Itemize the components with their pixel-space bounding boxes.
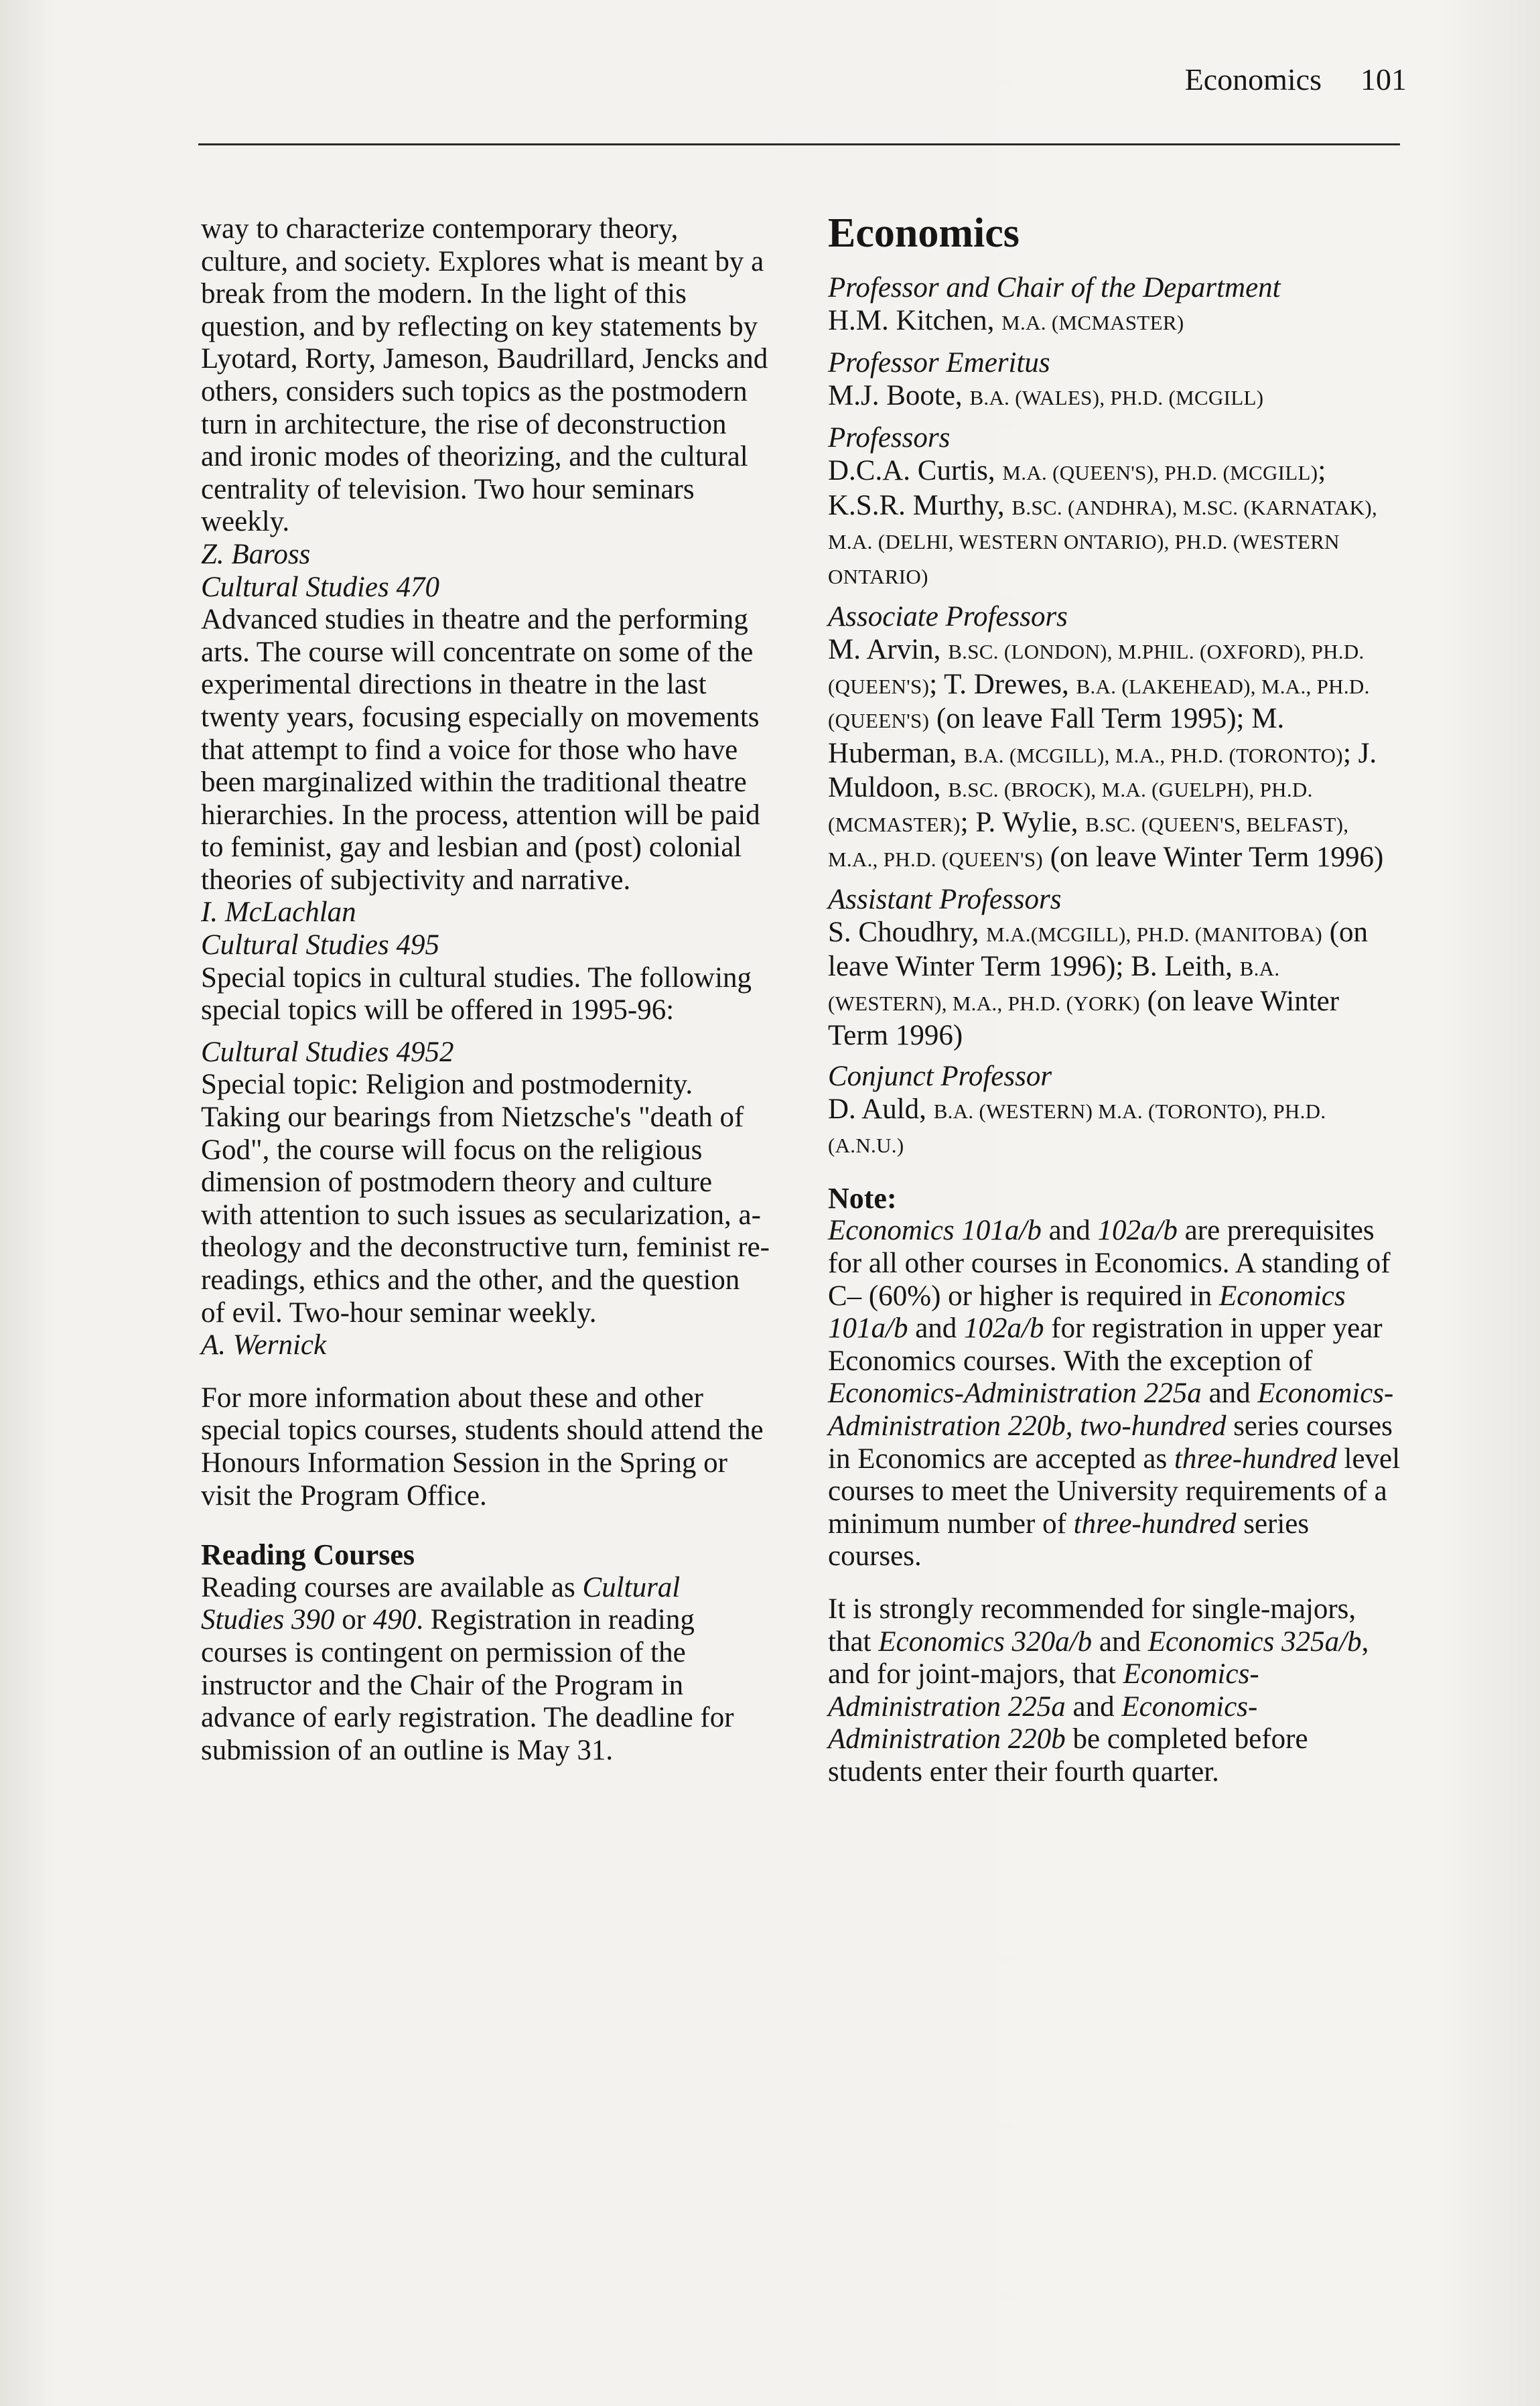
reading-courses-heading: Reading Courses	[201, 1538, 415, 1572]
left-column	[201, 213, 770, 1767]
conjunct-professor-entry: D. Auld, B.A. (WESTERN) M.A. (TORONTO), PH.D. (A.N.U.)	[828, 1093, 1326, 1158]
emeritus-role: Professor Emeritus	[828, 347, 1050, 379]
assistant-professors-role: Assistant Professors	[828, 884, 1062, 916]
section-title: Economics	[828, 210, 1020, 256]
course-470-instructor: I. McLachlan	[201, 896, 356, 929]
page-number: 101	[1360, 62, 1407, 96]
professors-entry: D.C.A. Curtis, M.A. (QUEEN'S), PH.D. (MCGILL); K.S.R. Murthy, B.SC. (ANDHRA), M.SC. (KARNATAK), M.A. (DELHI, WESTERN ONTARIO), PH.D. (WESTERN ONTARIO)	[828, 454, 1378, 588]
associate-professors-entry: M. Arvin, B.SC. (LONDON), M.PHIL. (OXFORD), PH.D. (QUEEN'S); T. Drewes, B.A. (LAKEHEAD), M.A., PH.D. (QUEEN'S) (on leave Fall Term 1995); M. Huberman, B.A. (MCGILL), M.A., PH.D. (TORONTO); J. Muldoon, B.SC. (BROCK), M.A. (GUELPH), PH.D. (MCMASTER); P. Wylie, B.SC. (QUEEN'S, BELFAST), M.A., PH.D. (QUEEN'S) (on leave Winter Term 1996)	[828, 633, 1384, 873]
course-470-description: Advanced studies in theatre and the performing arts. The course will concentrate on some of the experimental directions in theatre in the last twenty years, focusing especially on movements that attempt to find a voice for those who have been marginalized within the traditional theatre hierarchies. In the process, attention will be paid to feminist, gay and lesbian and (post) colonial theories of subjectivity and narrative.	[201, 604, 760, 896]
chair-role: Professor and Chair of the Department	[828, 272, 1281, 304]
course-4952-instructor: A. Wernick	[201, 1329, 327, 1361]
right-column	[828, 209, 1404, 1789]
associate-professors-role: Associate Professors	[828, 601, 1068, 633]
course-495-description: Special topics in cultural studies. The following special topics will be offered in 1995-96:	[201, 961, 752, 1026]
header-rule	[198, 143, 1400, 145]
professors-role: Professors	[828, 422, 951, 454]
reading-courses-paragraph: Reading courses are available as Cultural Studies 390 or 490. Registration in reading courses is contingent on permission of the instructor and the Chair of the Program in advance of early registration. The deadline for submission of an outline is May 31.	[201, 1571, 734, 1766]
intro-paragraph: way to characterize contemporary theory, culture, and society. Explores what is meant by a break from the modern. In the light of this question, and by reflecting on key statements by Lyotard, Rorty, Jameson, Baudrillard, Jencks and others, considers such topics as the postmodern turn in architecture, the rise of deconstruction and ironic modes of theorizing, and the cultural centrality of television. Two hour seminars weekly.	[201, 213, 768, 538]
chair-entry: H.M. Kitchen, M.A. (MCMASTER)	[828, 304, 1184, 336]
note-paragraph-1: Economics 101a/b and 102a/b are prerequisites for all other courses in Economics. A standing of C– (60%) or higher is required in Economics 101a/b and 102a/b for registration in upper year Economics courses. With the exception of Economics-Administration 225a and Economics-Administration 220b, two-hundred series courses in Economics are accepted as three-hundred level courses to meet the University requirements of a minimum number of three-hundred series courses.	[828, 1215, 1401, 1573]
more-info-paragraph: For more information about these and other special topics courses, students should attend the Honours Information Session in the Spring or visit the Program Office.	[201, 1382, 764, 1512]
course-470-title: Cultural Studies 470	[201, 571, 439, 603]
emeritus-entry: M.J. Boote, B.A. (WALES), PH.D. (MCGILL)	[828, 379, 1264, 411]
running-header	[1005, 62, 1407, 97]
note-heading: Note:	[828, 1181, 897, 1215]
note-paragraph-2: It is strongly recommended for single-majors, that Economics 320a/b and Economics 325a/b, and for joint-majors, that Economics-Administration 225a and Economics-Administration 220b be completed before students enter their fourth quarter.	[828, 1593, 1369, 1788]
course-4952-title: Cultural Studies 4952	[201, 1036, 454, 1068]
header-title: Economics	[1184, 62, 1322, 96]
conjunct-professor-role: Conjunct Professor	[828, 1061, 1052, 1093]
course-495-title: Cultural Studies 495	[201, 929, 439, 961]
assistant-professors-entry: S. Choudhry, M.A.(MCGILL), PH.D. (MANITOBA) (on leave Winter Term 1996); B. Leith, B.A. (WESTERN), M.A., PH.D. (YORK) (on leave Winter Term 1996)	[828, 916, 1369, 1052]
intro-instructor: Z. Baross	[201, 538, 311, 570]
course-4952-description: Special topic: Religion and postmodernity. Taking our bearings from Nietzsche's "death of God", the course will focus on the religious dimension of postmodern theory and culture with attention to such issues as secularization, a-theology and the deconstructive turn, feminist re-readings, ethics and the other, and the question of evil. Two-hour seminar weekly.	[201, 1069, 770, 1329]
